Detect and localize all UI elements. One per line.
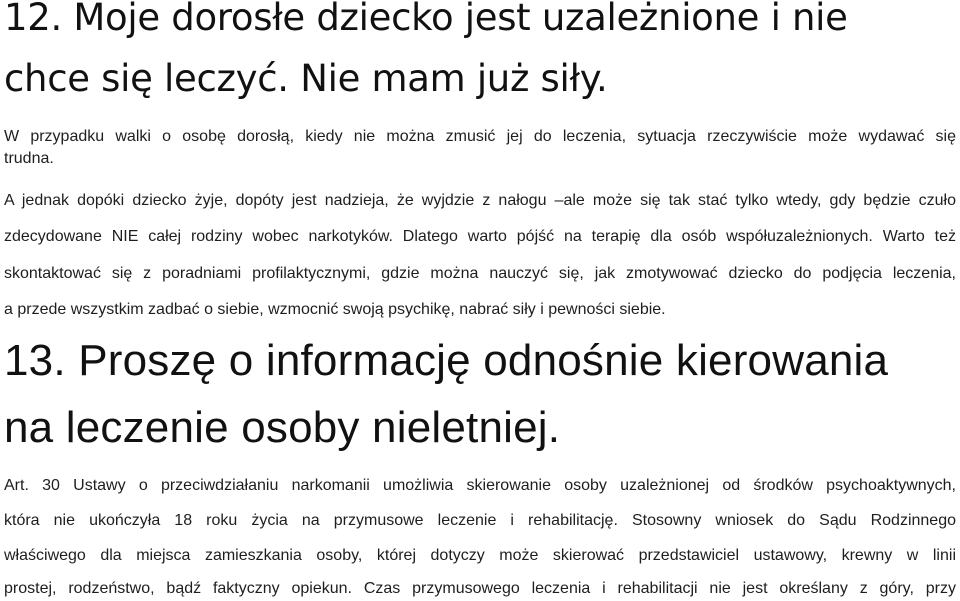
section-12-paragraph-2-line-4: a przede wszystkim zadbać o siebie, wzmocnić swoją psychikę, nabrać siły i pewności siebie.: [4, 301, 666, 318]
section-12-heading-line-2: chce się leczyć. Nie mam już siły.: [4, 57, 608, 100]
section-12-heading-line-1: 12. Moje dorosłe dziecko jest uzależnione i nie: [4, 0, 848, 39]
section-12-paragraph-2-line-2: zdecydowane NIE całej rodziny wobec narkotyków. Dlatego warto pójść na terapię dla osób współuzależnionych. Warto też: [4, 228, 956, 245]
section-13-heading-line-1: 13. Proszę o informację odnośnie kierowania: [4, 336, 889, 385]
section-13-paragraph-1-line-2: która nie ukończyła 18 roku życia na przymusowe leczenie i rehabilitację. Stosowny wniosek do Sądu Rodzinnego: [4, 512, 956, 529]
section-12-paragraph-1-line-2: trudna.: [4, 150, 54, 167]
section-12-paragraph-2-line-1: A jednak dopóki dziecko żyje, dopóty jest nadzieja, że wyjdzie z nałogu –ale może się tak stać tylko wtedy, gdy będzie czuło: [4, 192, 956, 209]
section-13-heading-line-2: na leczenie osoby nieletniej.: [4, 403, 561, 452]
section-12-paragraph-2-line-3: skontaktować się z poradniami profilaktycznymi, gdzie można nauczyć się, jak zmotywować dziecko do podjęcia leczenia,: [4, 265, 956, 282]
section-13-paragraph-1-line-4: prostej, rodzeństwo, bądź faktyczny opiekun. Czas przymusowego leczenia i rehabilitacji nie jest określany z góry, przy: [4, 580, 956, 597]
section-12-paragraph-1-line-1: W przypadku walki o osobę dorosłą, kiedy nie można zmusić jej do leczenia, sytuacja rzeczywiście może wydawać się: [4, 128, 956, 145]
section-13-paragraph-1-line-1: Art. 30 Ustawy o przeciwdziałaniu narkomanii umożliwia skierowanie osoby uzależnionej od środków psychoaktywnych,: [4, 477, 956, 494]
section-13-paragraph-1-line-3: właściwego dla miejsca zamieszkania osoby, której dotyczy może skierować przedstawiciel ustawowy, krewny w linii: [4, 547, 956, 564]
